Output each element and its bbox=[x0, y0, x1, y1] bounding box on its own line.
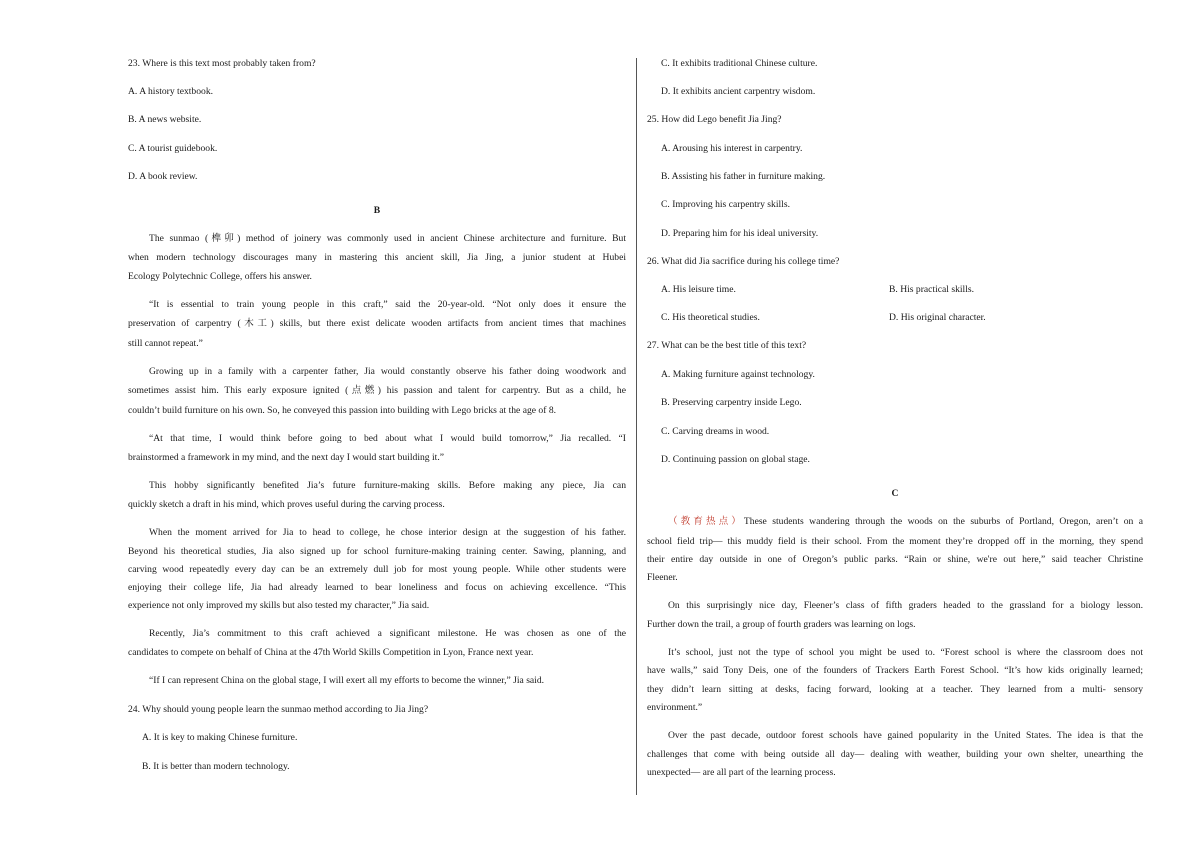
q23-option-b: B. A news website. bbox=[128, 114, 202, 125]
q24-option-c: C. It exhibits traditional Chinese culture. bbox=[661, 58, 818, 69]
q23-question: 23. Where is this text most probably taken from? bbox=[128, 58, 316, 69]
b-para3-line: sometimes assist him. This early exposure ignited (点燃) his passion and talent for carpentry. But as a child, he bbox=[128, 385, 626, 396]
b-para1-line: The sunmao (榫卯) method of joinery was commonly used in ancient Chinese architecture and furniture. But bbox=[149, 233, 626, 244]
section-b-heading: B bbox=[373, 205, 381, 216]
q26-option-d: D. His original character. bbox=[889, 312, 986, 323]
column-divider bbox=[636, 58, 637, 795]
c-para1-line: These students wandering through the woods on the suburbs of Portland, Oregon, aren’t on a bbox=[743, 516, 1144, 527]
c-para2-line: Further down the trail, a group of fourth graders was learning on logs. bbox=[647, 619, 916, 630]
b-para2-line: still cannot repeat.” bbox=[128, 338, 203, 349]
b-para3-line: couldn’t build furniture on his own. So, he conveyed this passion into building with Lego bricks at the age of 8. bbox=[128, 405, 557, 416]
topic-tag: （教育热点） bbox=[668, 516, 744, 527]
c-para4-line: challenges that come with being outside all day— dealing with weather, building your own shelter, unearthing the bbox=[647, 749, 1143, 760]
q27-option-b: B. Preserving carpentry inside Lego. bbox=[661, 397, 802, 408]
b-para6-line: Beyond his theoretical studies, Jia also signed up for school furniture-making training center. Sawing, planning, and bbox=[128, 546, 626, 557]
section-c-heading: C bbox=[891, 488, 899, 499]
b-para7-line: Recently, Jia’s commitment to this craft achieved a significant milestone. He was chosen as one of the bbox=[149, 628, 626, 639]
c-para1-line: Fleener. bbox=[647, 572, 678, 583]
b-para5-line: quickly sketch a draft in his mind, which proves useful during the carving process. bbox=[128, 499, 445, 510]
q26-option-c: C. His theoretical studies. bbox=[661, 312, 760, 323]
c-para3-line: environment.” bbox=[647, 702, 703, 713]
q23-option-c: C. A tourist guidebook. bbox=[128, 143, 218, 154]
q25-option-b: B. Assisting his father in furniture making. bbox=[661, 171, 826, 182]
q27-option-a: A. Making furniture against technology. bbox=[661, 369, 815, 380]
q24-option-d: D. It exhibits ancient carpentry wisdom. bbox=[661, 86, 816, 97]
b-para2-line: preservation of carpentry (木工) skills, but there exist delicate wooden artifacts from ancient times that machines bbox=[128, 318, 626, 329]
b-para6-line: When the moment arrived for Jia to head to college, he chose interior design at the suggestion of his father. bbox=[149, 527, 626, 538]
q23-option-a: A. A history textbook. bbox=[128, 86, 214, 97]
b-para6-line: experience not only improved my skills but also tested my character,” Jia said. bbox=[128, 600, 430, 611]
b-para8-line: “If I can represent China on the global stage, I will exert all my efforts to become the winner,” Jia said. bbox=[149, 675, 545, 686]
b-para4-line: brainstormed a framework in my mind, and the next day I would start building it.” bbox=[128, 452, 444, 463]
q26-option-a: A. His leisure time. bbox=[661, 284, 736, 295]
b-para5-line: This hobby significantly benefited Jia’s future furniture-making skills. Before making any piece, Jia can bbox=[149, 480, 626, 491]
c-para1-first-line bbox=[647, 516, 1143, 528]
b-para3-line: Growing up in a family with a carpenter father, Jia would constantly observe his father doing woodwork and bbox=[149, 366, 626, 377]
q24-question: 24. Why should young people learn the sunmao method according to Jia Jing? bbox=[128, 704, 429, 715]
q25-question: 25. How did Lego benefit Jia Jing? bbox=[647, 114, 782, 125]
q25-option-c: C. Improving his carpentry skills. bbox=[661, 199, 790, 210]
q23-option-d: D. A book review. bbox=[128, 171, 198, 182]
b-para6-line: enjoying their college life, Jia had already learned to bear loneliness and focus on achieving excellence. “This bbox=[128, 582, 626, 593]
b-para1-line: when modern technology discourages many in mastering this ancient skill, Jia Jing, a junior student at Hubei bbox=[128, 252, 626, 263]
c-para1-line: school field trip— this muddy field is their school. From the moment they’re dropped off in the morning, they spend bbox=[647, 536, 1143, 547]
q26-option-b: B. His practical skills. bbox=[889, 284, 974, 295]
c-para3-line: have walls,” said Tony Deis, one of the founders of Trackers Earth Forest School. “It’s how kids originally learned; bbox=[647, 665, 1143, 676]
q24-option-b: B. It is better than modern technology. bbox=[142, 761, 290, 772]
q27-option-c: C. Carving dreams in wood. bbox=[661, 426, 770, 437]
b-para2-line: “It is essential to train young people in this craft,” said the 20-year-old. “Not only does it ensure the bbox=[149, 299, 626, 310]
c-para3-line: they didn’t learn sitting at desks, facing forward, looking at a teacher. They learned from a multi- sensory bbox=[647, 684, 1143, 695]
c-para1-line: their entire day outside in one of Oregon’s public parks. “Rain or shine, we're out here,” said teacher Christine bbox=[647, 554, 1143, 565]
c-para2-line: On this surprisingly nice day, Fleener’s class of fifth graders headed to the grassland for a biology lesson. bbox=[668, 600, 1143, 611]
q25-option-a: A. Arousing his interest in carpentry. bbox=[661, 143, 803, 154]
q27-question: 27. What can be the best title of this text? bbox=[647, 340, 807, 351]
q24-option-a: A. It is key to making Chinese furniture. bbox=[142, 732, 298, 743]
q27-option-d: D. Continuing passion on global stage. bbox=[661, 454, 810, 465]
q25-option-d: D. Preparing him for his ideal university. bbox=[661, 228, 819, 239]
c-para4-line: Over the past decade, outdoor forest schools have gained popularity in the United States. The idea is that the bbox=[668, 730, 1143, 741]
b-para1-line: Ecology Polytechnic College, offers his answer. bbox=[128, 271, 312, 282]
b-para4-line: “At that time, I would think before going to bed about what I would build tomorrow,” Jia recalled. “I bbox=[149, 433, 626, 444]
c-para3-line: It’s school, just not the type of school you might be used to. “Forest school is where the classroom does not bbox=[668, 647, 1143, 658]
b-para6-line: carving wood repeatedly every day can be an extremely dull job for most young people. While other students were bbox=[128, 564, 626, 575]
q26-question: 26. What did Jia sacrifice during his college time? bbox=[647, 256, 840, 267]
c-para4-line: unexpected— are all part of the learning process. bbox=[647, 767, 836, 778]
b-para7-line: candidates to compete on behalf of China at the 47th World Skills Competition in Lyon, France next year. bbox=[128, 647, 534, 658]
